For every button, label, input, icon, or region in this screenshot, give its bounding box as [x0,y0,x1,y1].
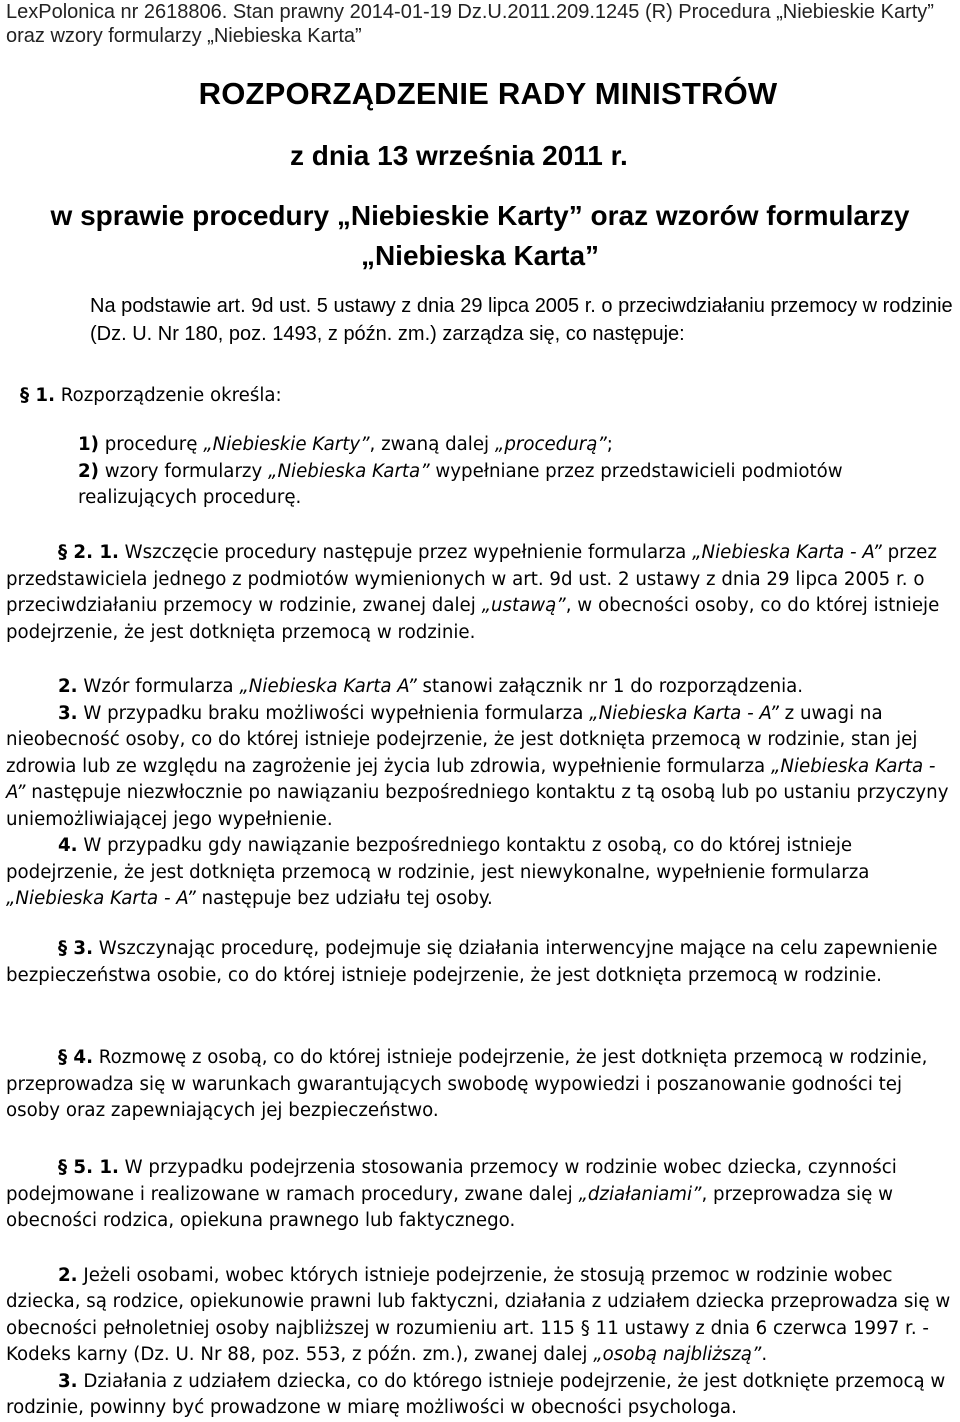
s5-p2-number: 2. [58,1264,78,1286]
section-2-paragraph-3 [6,701,958,834]
s5-p1-c: , przeprowadza się w obecności rodzica, opiekuna prawnego lub faktycznego. [6,1183,893,1231]
document-subject [0,196,960,276]
item-2-text-a: wzory formularzy [98,460,269,482]
section-4-paragraph [6,1045,958,1125]
s2-p2-b: „Niebieska Karta A” [239,676,417,697]
s2-p2-c: stanowi załącznik nr 1 do rozporządzenia. [416,676,804,697]
s5-p2-b: „osobą najbliższą” [593,1344,762,1365]
s5-p2-c: . [761,1344,768,1365]
s2-p4-number: 4. [58,835,78,856]
item-1-text-e: ; [606,434,613,455]
section-3-text: Wszczynając procedurę, podejmuje się działania interwencyjne mające na celu zapewnienie bezpieczeństwa osobie, co do której istnieje podejrzenie, że jest dotknięta przemocą w rodzinie. [6,938,938,986]
s2-p4-a: W przypadku gdy nawiązanie bezpośredniego kontaktu z osobą, co do której istnieje podejrzenie, że jest dotknięta przemocą w rodzinie, jest niewykonalne, wypełnienie formularza [6,835,870,883]
section-1-lead [6,383,958,410]
section-1-item-2 [78,459,958,512]
section-5-paragraph-3 [6,1369,958,1422]
document-title [0,76,960,112]
section-3 [6,936,958,989]
section-4-mark: § 4. [58,1047,93,1068]
item-1-text-d: „procedurą” [494,434,607,455]
subject-line-2: „Niebieska Karta” [360,240,600,271]
section-1-text: Rozporządzenie określa: [55,385,282,406]
item-1-text-b: „Niebieskie Karty” [203,434,370,455]
section-4 [6,1045,958,1125]
s2-p3-e: następuje niezwłocznie po nawiązaniu bezpośredniego kontaktu z tą osobą lub po ustaniu przyczyny uniemożliwiającej jego wypełnienie. [6,782,949,830]
item-2-text-c: wypełniane przez przedstawicieli podmiotów realizujących procedurę. [78,460,843,508]
section-1 [6,383,958,410]
section-5-paragraph-1 [6,1155,958,1235]
section-1-mark: § 1. [20,385,55,406]
item-1-text-a: procedurę [98,434,204,455]
section-2 [6,540,958,913]
section-1-items [78,432,958,512]
item-1-text-c: , zwaną dalej [369,434,495,455]
s2-p1-d: „ustawą” [481,595,566,616]
section-4-text: Rozmowę z osobą, co do której istnieje podejrzenie, że jest dotknięta przemocą w rodzinie, przeprowadza się w warunkach gwarantujących swobodę wypowiedzi i poszanowanie godności tej osoby oraz zapewniających jej bezpieczeństwo. [6,1047,928,1121]
s5-p3-a: Działania z udziałem dziecka, co do którego istnieje podejrzenie, że jest dotknięte przemocą w rodzinie, powinny być prowadzone w miarę możliwości w obecności psychologa. [6,1370,946,1418]
s2-p1-b: „Niebieska Karta - A” [692,542,882,563]
section-5-mark: § 5. 1. [58,1157,119,1178]
intro-paragraph [6,292,956,348]
s2-p4-c: następuje bez udziału tej osoby. [195,888,493,909]
s2-p2-number: 2. [58,676,78,697]
section-3-mark: § 3. [58,938,93,959]
s2-p4-b: „Niebieska Karta - A” [6,888,196,909]
section-1-item-1 [78,432,958,459]
intro-text: Na podstawie art. 9d ust. 5 ustawy z dnia 29 lipca 2005 r. o przeciwdziałaniu przemocy w rodzinie (Dz. U. Nr 180, poz. 1493, z późn. zm.) zarządza się, co następuje: [90,295,953,345]
section-5-paragraph-2 [6,1263,958,1369]
s2-p1-a: Wszczęcie procedury następuje przez wypełnienie formularza [118,542,693,563]
section-2-paragraph-4 [6,833,958,913]
s2-p2-a: Wzór formularza [77,676,240,697]
section-2-mark: § 2. 1. [58,542,119,563]
section-5 [6,1155,958,1422]
s2-p3-b: „Niebieska Karta - A” [589,702,779,724]
subject-line-1: w sprawie procedury „Niebieskie Karty” oraz wzorów formularzy [50,200,910,231]
s2-p1-c: przez przedstawiciela jednego z podmiotów wymienionych w art. 9d ust. 2 ustawy z dnia 29 lipca 2005 r. o przeciwdziałaniu przemocy w rodzinie, zwanej dalej [6,542,937,616]
s2-p3-c: z uwagi na nieobecność osoby, co do której istnieje podejrzenie, że jest dotknięta przemocą w rodzinie, stan jej zdrowia lub ze względu na zagrożenie jej życia lub zdrowia, wypełnienie formularza [6,702,918,777]
item-2-number: 2) [78,460,99,482]
section-3-paragraph [6,936,958,989]
s2-p1-e: , w obecności osoby, co do której istnieje podejrzenie, że jest dotknięta przemocą w rodzinie. [6,595,940,643]
s5-p1-a: W przypadku podejrzenia stosowania przemocy w rodzinie wobec dziecka, czynności podejmowane i realizowane w ramach procedury, zwane dalej [6,1157,897,1205]
s2-p3-a: W przypadku braku możliwości wypełnienia formularza [77,702,590,724]
title-text: ROZPORZĄDZENIE RADY MINISTRÓW [198,76,778,111]
s5-p1-b: „działaniami” [578,1183,702,1205]
s5-p3-number: 3. [58,1370,78,1392]
item-2-text-b: „Niebieska Karta” [268,460,430,482]
s2-p3-number: 3. [58,702,78,724]
document-date: z dnia 13 września 2011 r. [290,140,628,171]
s2-p3-d: „Niebieska Karta - A” [6,755,936,803]
item-1-number: 1) [78,434,99,455]
s5-p2-a: Jeżeli osobami, wobec których istnieje podejrzenie, że stosują przemoc w rodzinie wobec dziecka, są rodzice, opiekunowie prawni lub faktyczni, działania z udziałem dziecka przeprowadza się w obecności pełnoletniej osoby najbliższej w rozumieniu art. 115 § 11 ustawy z dnia 6 czerwca 1997 r. - Kodeks karny (Dz. U. Nr 88, poz. 553, z późn. zm.), zwanej dalej [6,1264,951,1365]
section-2-paragraph-1 [6,540,958,646]
document-header: LexPolonica nr 2618806. Stan prawny 2014-01-19 Dz.U.2011.209.1245 (R) Procedura „Niebieskie Karty” oraz wzory formularzy „Niebieska Karta” [6,1,934,47]
section-2-paragraph-2 [6,674,958,701]
